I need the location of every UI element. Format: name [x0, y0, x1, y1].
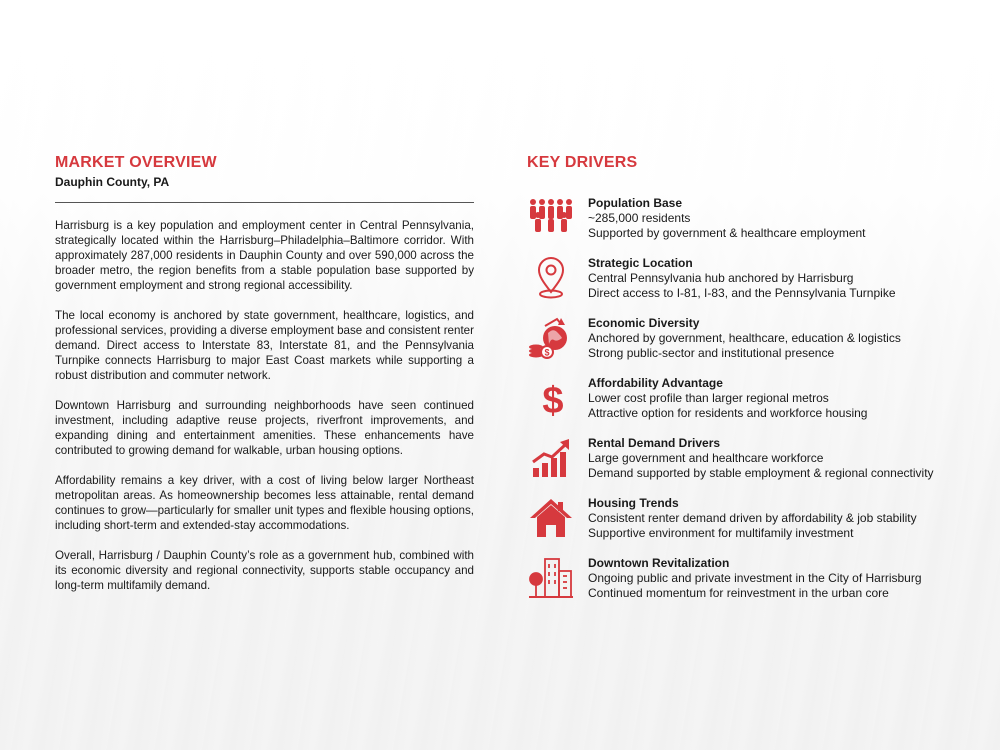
driver-detail: Large government and healthcare workforce [588, 451, 824, 465]
market-overview-title: MARKET OVERVIEW [55, 154, 217, 171]
overview-paragraph: Downtown Harrisburg and surrounding neighborhoods have seen continued investment, including adaptive reuse projects, riverfront improvements, and expanding dining and entertainment amenities. These enhancements have contributed to growing demand for walkable, urban housing options. [55, 399, 474, 457]
driver-affordability-advantage [527, 376, 967, 436]
market-overview-section [55, 153, 474, 608]
driver-housing-trends [527, 496, 967, 556]
key-drivers-title: KEY DRIVERS [527, 154, 638, 171]
population-icon [527, 196, 575, 240]
driver-detail: Direct access to I-81, I-83, and the Pennsylvania Turnpike [588, 286, 896, 300]
driver-title: Economic Diversity [588, 316, 700, 330]
driver-detail: Demand supported by stable employment & regional connectivity [588, 466, 934, 480]
overview-paragraph: Affordability remains a key driver, with a cost of living below larger Northeast metropolitan areas. As homeownership becomes less attainable, rental demand continues to grow—particularly for smaller unit types and flexible housing options, including short-term and extended-stay accommodations. [55, 474, 474, 532]
driver-downtown-revitalization [527, 556, 967, 616]
economic-globe-icon [527, 316, 575, 360]
overview-paragraph: Overall, Harrisburg / Dauphin County’s role as a government hub, combined with its economic diversity and regional connectivity, supports stable occupancy and long-term multifamily demand. [55, 549, 474, 592]
driver-strategic-location [527, 256, 967, 316]
svg-text:$: $ [544, 347, 550, 358]
driver-detail: Central Pennsylvania hub anchored by Harrisburg [588, 271, 854, 285]
driver-title: Rental Demand Drivers [588, 436, 721, 450]
driver-title: Affordability Advantage [588, 376, 723, 390]
driver-detail: Strong public-sector and institutional presence [588, 346, 835, 360]
growth-chart-icon [527, 436, 575, 480]
driver-detail: Attractive option for residents and workforce housing [588, 406, 868, 420]
driver-detail: Ongoing public and private investment in the City of Harrisburg [588, 571, 922, 585]
city-buildings-icon [527, 556, 575, 600]
driver-population-base [527, 196, 967, 256]
key-drivers-section [527, 153, 967, 616]
overview-paragraph: The local economy is anchored by state government, healthcare, logistics, and professional services, providing a diverse employment base and consistent renter demand. Direct access to Interstate 83, Interstate 81, and the Pennsylvania Turnpike connects Harrisburg to major East Coast markets while supporting a robust distribution and commuter network. [55, 309, 474, 382]
driver-title: Downtown Revitalization [588, 556, 730, 570]
driver-detail: Consistent renter demand driven by affordability & job stability [588, 511, 917, 525]
divider [55, 202, 474, 203]
driver-title: Population Base [588, 196, 683, 210]
market-overview-body [55, 218, 474, 593]
driver-detail: ~285,000 residents [588, 211, 691, 225]
dollar-icon [527, 376, 575, 420]
svg-text:$: $ [542, 380, 564, 420]
overview-paragraph: Harrisburg is a key population and employment center in Central Pennsylvania, strategically located within the Harrisburg–Philadelphia–Baltimore corridor. With approximately 287,000 residents in Dauphin County and over 590,000 across the broader metro, the region benefits from a stable population base supported by government employment and strong regional accessibility. [55, 219, 474, 292]
market-overview-subtitle: Dauphin County, PA [55, 175, 170, 189]
key-drivers-list [527, 196, 967, 616]
driver-detail: Anchored by government, healthcare, education & logistics [588, 331, 901, 345]
driver-rental-demand [527, 436, 967, 496]
driver-economic-diversity [527, 316, 967, 376]
driver-detail: Supported by government & healthcare employment [588, 226, 866, 240]
house-icon [527, 496, 575, 540]
driver-detail: Continued momentum for reinvestment in the urban core [588, 586, 889, 600]
location-pin-icon [527, 256, 575, 300]
driver-detail: Supportive environment for multifamily investment [588, 526, 854, 540]
driver-title: Housing Trends [588, 496, 679, 510]
driver-detail: Lower cost profile than larger regional metros [588, 391, 829, 405]
driver-title: Strategic Location [588, 256, 693, 270]
